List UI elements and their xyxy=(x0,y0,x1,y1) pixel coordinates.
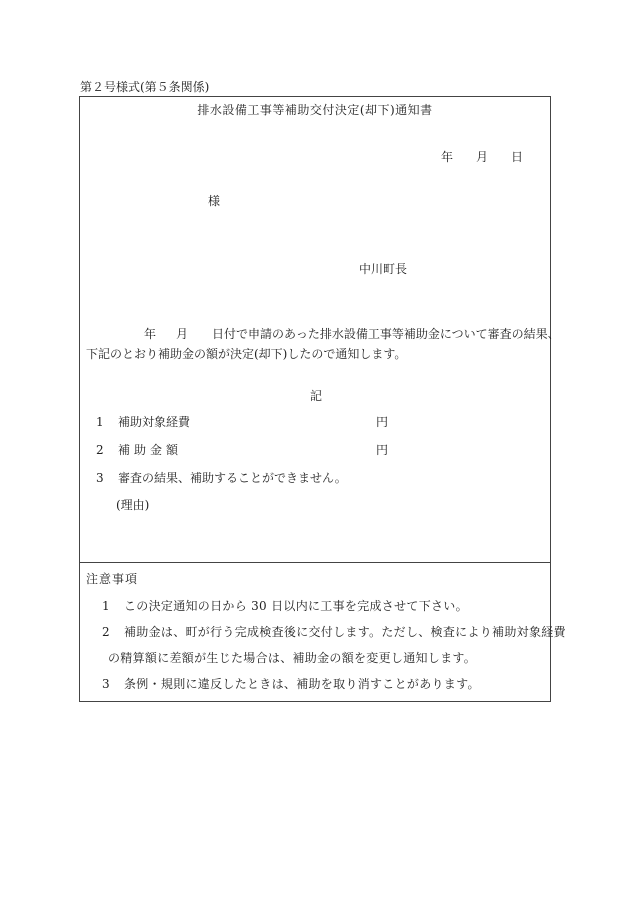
note-2-text: 補助金は、町が行う完成検査後に交付します。ただし、検査により補助対象経費 xyxy=(124,625,566,639)
reason-label: (理由) xyxy=(116,498,150,512)
recipient-honorific: 様 xyxy=(208,194,221,208)
body-text-line-1: 日付で申請のあった排水設備工事等補助金について審査の結果、 xyxy=(212,327,560,341)
item-2-unit: 円 xyxy=(376,443,389,457)
body-month-label: 月 xyxy=(176,327,189,341)
ki-heading: 記 xyxy=(310,389,323,403)
date-month-label: 月 xyxy=(476,150,489,164)
note-3-text: 条例・規則に違反したときは、補助を取り消すことがあります。 xyxy=(124,677,480,691)
item-3-label: 審査の結果、補助することができません。 xyxy=(118,471,347,485)
note-1-number: 1 xyxy=(102,599,110,613)
note-2-text-continued: の精算額に差額が生じた場合は、補助金の額を変更し通知します。 xyxy=(108,651,477,665)
notes-divider xyxy=(79,562,551,563)
note-2-number: 2 xyxy=(102,625,110,639)
date-day-label: 日 xyxy=(511,150,524,164)
issuer-name: 中川町長 xyxy=(359,262,408,276)
item-1-label: 補助対象経費 xyxy=(118,415,191,429)
note-3-number: 3 xyxy=(102,677,110,691)
document-title: 排水設備工事等補助交付決定(却下)通知書 xyxy=(197,103,433,117)
note-1-text: この決定通知の日から 30 日以内に工事を完成させて下さい。 xyxy=(124,599,468,613)
notes-heading: 注意事項 xyxy=(86,572,139,586)
date-year-label: 年 xyxy=(441,150,454,164)
item-3-number: 3 xyxy=(96,471,104,485)
item-2-label: 補助金額 xyxy=(118,443,183,457)
item-1-number: 1 xyxy=(96,415,104,429)
item-1-unit: 円 xyxy=(376,415,389,429)
item-2-number: 2 xyxy=(96,443,104,457)
body-year-label: 年 xyxy=(144,327,157,341)
form-number-label: 第２号様式(第５条関係) xyxy=(80,80,210,94)
body-text-line-2: 下記のとおり補助金の額が決定(却下)したので通知します。 xyxy=(86,347,407,361)
